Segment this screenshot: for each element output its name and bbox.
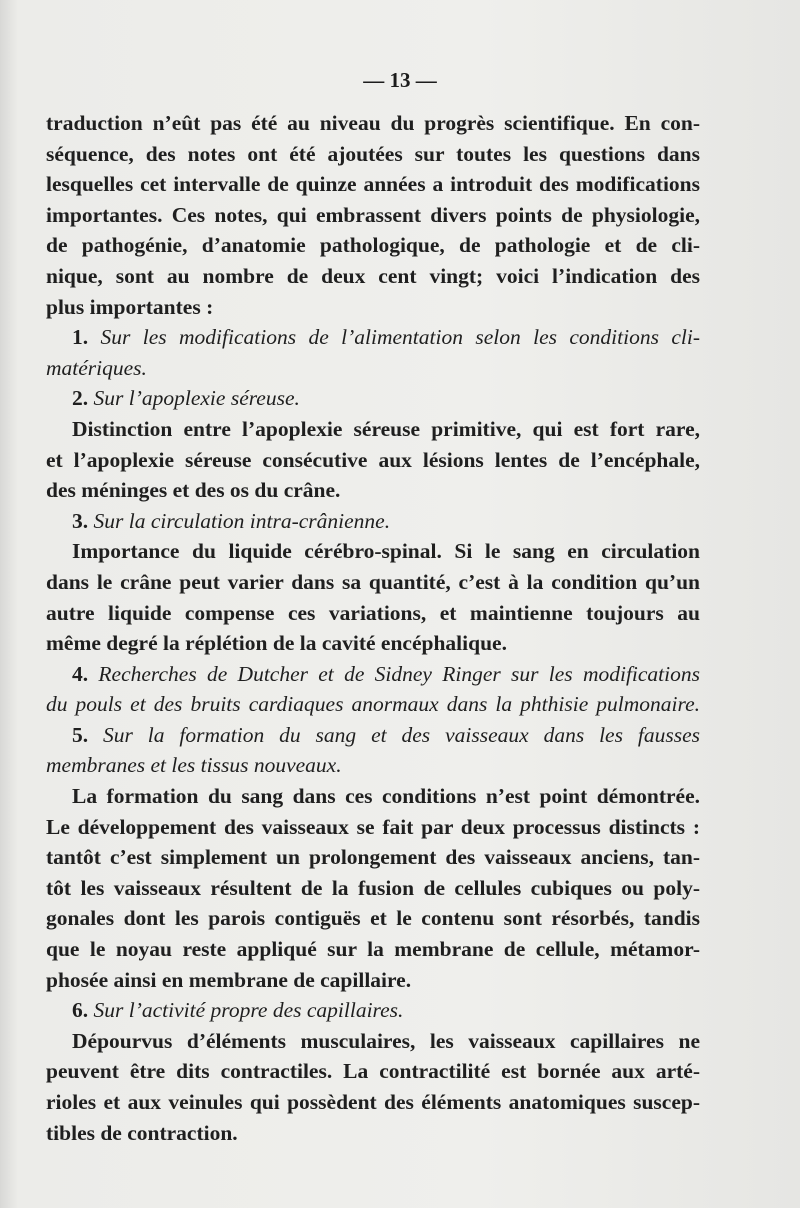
- text-line: [46, 322, 700, 353]
- list-number: 4.: [72, 661, 99, 686]
- line-text: lesquelles cet intervalle de quinze années a introduit des modifications: [46, 172, 700, 197]
- line-text: Importance du liquide cérébro-spinal. Si le sang en circulation: [72, 539, 700, 564]
- line-text: autre liquide compense ces variations, et maintienne toujours au: [46, 600, 700, 625]
- text-line: [46, 659, 700, 690]
- text-line: [46, 1056, 700, 1087]
- text-line: [46, 781, 700, 812]
- text-line: [46, 628, 700, 659]
- line-text: tôt les vaisseaux résultent de la fusion de cellules cubiques ou poly-: [46, 875, 700, 900]
- text-line: [46, 383, 700, 414]
- list-number: 3.: [72, 508, 94, 533]
- line-text: Sur l’activité propre des capillaires.: [93, 998, 404, 1023]
- line-text: plus importantes :: [46, 294, 214, 319]
- text-line: [46, 536, 700, 567]
- text-line: [46, 965, 700, 996]
- text-line: [46, 873, 700, 904]
- line-text: et l’apoplexie séreuse consécutive aux lésions lentes de l’encéphale,: [46, 447, 700, 472]
- text-line: [46, 230, 700, 261]
- line-text: tibles de contraction.: [46, 1120, 238, 1145]
- text-line: [46, 475, 700, 506]
- text-line: [46, 108, 700, 139]
- text-line: [46, 903, 700, 934]
- text-line: [46, 445, 700, 476]
- text-line: [46, 1087, 700, 1118]
- text-line: [46, 261, 700, 292]
- text-line: [46, 567, 700, 598]
- line-text: Sur l’apoplexie séreuse.: [93, 386, 300, 411]
- text-line: [46, 414, 700, 445]
- line-text: des méninges et des os du crâne.: [46, 478, 341, 503]
- line-text: Sur la circulation intra-crânienne.: [93, 508, 391, 533]
- text-line: [46, 1026, 700, 1057]
- line-text: Distinction entre l’apoplexie séreuse primitive, qui est fort rare,: [72, 416, 700, 441]
- line-text: phosée ainsi en membrane de capillaire.: [46, 967, 412, 992]
- page-number: — 13 —: [363, 68, 437, 92]
- text-line: [46, 353, 700, 384]
- text-line: [46, 200, 700, 231]
- list-number: 5.: [72, 722, 104, 747]
- text-line: [46, 139, 700, 170]
- line-text: La formation du sang dans ces conditions n’est point démontrée.: [72, 784, 700, 809]
- line-text: Sur les modifications de l’alimentation selon les conditions cli-: [100, 325, 700, 350]
- text-line: [46, 720, 700, 751]
- line-text: Dépourvus d’éléments musculaires, les vaisseaux capillaires ne: [72, 1028, 700, 1053]
- line-text: gonales dont les parois contiguës et le contenu sont résorbés, tandis: [46, 906, 700, 931]
- list-number: 6.: [72, 998, 94, 1023]
- text-line: [46, 292, 700, 323]
- text-line: [46, 689, 700, 720]
- line-text: de pathogénie, d’anatomie pathologique, de pathologie et de cli-: [46, 233, 700, 258]
- list-number: 1.: [72, 325, 101, 350]
- text-line: [46, 1118, 700, 1149]
- line-text: peuvent être dits contractiles. La contractilité est bornée aux arté-: [46, 1059, 700, 1084]
- line-text: importantes. Ces notes, qui embrassent divers points de physiologie,: [46, 202, 700, 227]
- text-line: [46, 995, 700, 1026]
- body-text: [46, 108, 700, 1148]
- list-number: 2.: [72, 386, 94, 411]
- line-text: Sur la formation du sang et des vaisseaux dans les fausses: [103, 722, 700, 747]
- text-line: [46, 842, 700, 873]
- text-line: [46, 506, 700, 537]
- text-line: [46, 598, 700, 629]
- text-line: [46, 750, 700, 781]
- line-text: nique, sont au nombre de deux cent vingt; voici l’indication des: [46, 263, 700, 288]
- line-text: Recherches de Dutcher et de Sidney Ringer sur les modifications: [98, 661, 700, 686]
- line-text: membranes et les tissus nouveaux.: [46, 753, 342, 778]
- line-text: séquence, des notes ont été ajoutées sur toutes les questions dans: [46, 141, 700, 166]
- line-text: rioles et aux veinules qui possèdent des éléments anatomiques suscep-: [46, 1090, 700, 1114]
- line-text: tantôt c’est simplement un prolongement des vaisseaux anciens, tan-: [46, 845, 700, 870]
- text-line: [46, 934, 700, 965]
- line-text: Le développement des vaisseaux se fait par deux processus distincts :: [46, 814, 700, 839]
- line-text: que le noyau reste appliqué sur la membrane de cellule, métamor-: [46, 937, 700, 962]
- text-line: [46, 812, 700, 843]
- text-line: [46, 169, 700, 200]
- line-text: traduction n’eût pas été au niveau du progrès scientifique. En con-: [46, 111, 700, 135]
- line-text: même degré la réplétion de la cavité encéphalique.: [46, 631, 507, 656]
- line-text: dans le crâne peut varier dans sa quantité, c’est à la condition qu’un: [46, 569, 700, 594]
- line-text: du pouls et des bruits cardiaques anormaux dans la phthisie pulmonaire.: [46, 692, 700, 717]
- line-text: matériques.: [46, 355, 147, 380]
